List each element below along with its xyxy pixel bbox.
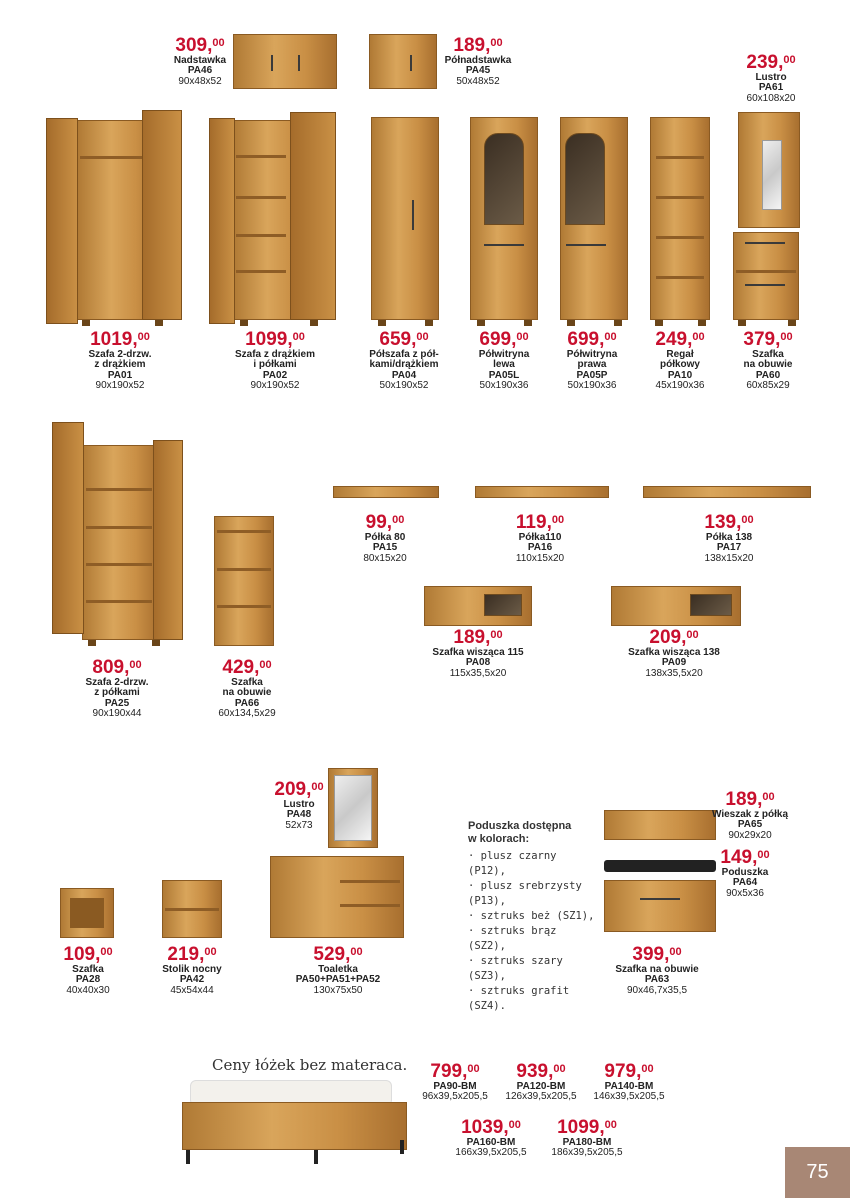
- product-code: PA61: [758, 82, 784, 94]
- product-dims: 90x190x52: [95, 380, 145, 392]
- leg-image: [186, 1150, 190, 1164]
- product-code: PA15: [372, 542, 398, 554]
- product-label-pa120bm: [498, 1062, 584, 1103]
- leg-image: [425, 320, 433, 326]
- product-name: Szafa 2-drzw.: [85, 676, 149, 688]
- product-code: PA160-BM: [466, 1136, 516, 1148]
- price: 699,00: [479, 329, 529, 350]
- product-code: PA16: [527, 542, 553, 554]
- product-dims: 90x48x52: [178, 75, 222, 87]
- color-option: · sztruks brąz (SZ2),: [468, 925, 557, 952]
- product-image-pa60: [733, 232, 799, 320]
- product-dims: 138x15x20: [704, 552, 754, 564]
- product-image-pa64: [604, 860, 716, 872]
- product-label-pa60: [726, 330, 810, 392]
- color-option: · sztruks szary (SZ3),: [468, 955, 563, 982]
- price: 699,00: [567, 329, 617, 350]
- price: 99,00: [365, 512, 405, 533]
- product-name: z półkami: [94, 687, 140, 699]
- shelf-image: [340, 904, 400, 907]
- product-code: PA10: [667, 369, 693, 381]
- product-label-pa10: [638, 330, 722, 392]
- shelf-image: [656, 236, 704, 239]
- product-dims: 50x190x36: [567, 380, 617, 392]
- product-dims: 80x15x20: [363, 552, 407, 564]
- product-dims: 50x190x36: [479, 380, 529, 392]
- product-image-pa66: [214, 516, 274, 646]
- handle-icon: [412, 200, 414, 230]
- product-label-pa05p: [550, 330, 634, 392]
- product-label-pa66: [202, 658, 292, 720]
- price: 249,00: [655, 329, 705, 350]
- leg-image: [155, 320, 163, 326]
- handle-icon: [271, 55, 273, 71]
- product-code: PA25: [104, 697, 130, 709]
- product-name: Półka110: [518, 531, 562, 543]
- product-code: PA60: [755, 369, 781, 381]
- product-label-pa28: [48, 945, 128, 996]
- product-image-pa16: [475, 486, 609, 498]
- handle-icon: [745, 284, 785, 286]
- product-dims: 60x134,5x29: [218, 708, 276, 720]
- price: 659,00: [379, 329, 429, 350]
- product-name: Nadstawka: [173, 54, 227, 66]
- leg-image: [82, 320, 90, 326]
- product-name: Półwitryna: [566, 348, 618, 360]
- product-dims: 90x5x36: [726, 887, 764, 899]
- product-dims: 138x35,5x20: [645, 667, 703, 679]
- product-dims: 60x108x20: [746, 92, 796, 104]
- product-name: Szafka wisząca 138: [628, 646, 720, 658]
- shelf-image: [80, 156, 142, 159]
- door-image: [142, 110, 182, 320]
- product-code: PA120-BM: [516, 1080, 566, 1092]
- leg-image: [614, 320, 622, 326]
- glass-image: [484, 133, 524, 225]
- shelf-image: [217, 530, 271, 533]
- product-label-pa45: [430, 36, 526, 87]
- product-code: PA04: [391, 369, 417, 381]
- product-name: prawa: [577, 359, 607, 371]
- price: 379,00: [743, 329, 793, 350]
- product-name: Wieszak z półką: [711, 808, 789, 820]
- product-label-pa17: [684, 513, 774, 564]
- handle-icon: [566, 244, 606, 246]
- cube-opening-image: [70, 898, 104, 928]
- note-title: Poduszka dostępna: [468, 820, 572, 832]
- leg-image: [698, 320, 706, 326]
- handle-icon: [640, 898, 680, 900]
- shelf-image: [217, 605, 271, 608]
- price: 209,00: [649, 627, 699, 648]
- shelf-image: [217, 568, 271, 571]
- product-name: Półwitryna: [478, 348, 530, 360]
- handle-icon: [298, 55, 300, 71]
- product-name: Szafka: [752, 348, 784, 360]
- price: 189,00: [453, 627, 503, 648]
- price: 979,00: [604, 1061, 654, 1082]
- product-code: PA66: [234, 697, 260, 709]
- leg-image: [152, 640, 160, 646]
- shelf-image: [165, 908, 219, 911]
- product-name: Poduszka: [721, 866, 769, 878]
- product-dims: 50x190x52: [379, 380, 429, 392]
- product-name: z drążkiem: [94, 359, 146, 371]
- product-name: Regał: [666, 348, 694, 360]
- price: 529,00: [313, 944, 363, 965]
- leg-image: [738, 320, 746, 326]
- product-code: PA64: [732, 877, 758, 889]
- product-label-pa05l: [462, 330, 546, 392]
- leg-image: [655, 320, 663, 326]
- product-label-pa140bm: [586, 1062, 672, 1103]
- product-image-pa15: [333, 486, 439, 498]
- product-label-pa16: [495, 513, 585, 564]
- product-dims: 130x75x50: [313, 984, 363, 996]
- product-code: PA17: [716, 542, 742, 554]
- product-name: Półnadstawka: [444, 54, 512, 66]
- product-name: i półkami: [253, 359, 297, 371]
- product-name: Stolik nocny: [162, 963, 222, 975]
- product-image-pa63: [604, 880, 716, 932]
- product-label-pa64: [710, 848, 780, 899]
- product-label-pa65: [700, 790, 800, 841]
- product-label-pa02: [220, 330, 330, 392]
- product-label-pa42: [150, 945, 234, 996]
- leg-image: [524, 320, 532, 326]
- leg-image: [240, 320, 248, 326]
- leg-image: [378, 320, 386, 326]
- price: 1019,00: [90, 329, 150, 350]
- shelf-image: [236, 234, 286, 237]
- product-label-pa09: [616, 628, 732, 679]
- handle-icon: [410, 55, 412, 71]
- product-code: PA65: [737, 819, 763, 831]
- product-name: na obuwie: [743, 359, 793, 371]
- shelf-image: [236, 196, 286, 199]
- product-code: PA140-BM: [604, 1080, 654, 1092]
- door-image: [46, 118, 78, 324]
- product-code: PA09: [661, 657, 687, 669]
- note-title: w kolorach:: [468, 833, 530, 845]
- product-code: PA63: [644, 974, 670, 986]
- price: 809,00: [92, 657, 142, 678]
- shelf-image: [656, 276, 704, 279]
- product-code: PA08: [465, 657, 491, 669]
- mirror-image: [334, 775, 372, 841]
- product-name: Szafa 2-drzw.: [88, 348, 152, 360]
- shelf-image: [340, 880, 400, 883]
- shelf-image: [86, 488, 152, 491]
- price: 239,00: [746, 52, 796, 73]
- product-image-pa17: [643, 486, 811, 498]
- product-code: PA28: [75, 974, 101, 986]
- product-dims: 90x190x52: [250, 380, 300, 392]
- product-dims: 52x73: [285, 819, 313, 831]
- product-image-pa25: [82, 445, 160, 640]
- price: 209,00: [274, 779, 324, 800]
- product-label-pa04: [358, 330, 450, 392]
- price: 399,00: [632, 944, 682, 965]
- glass-image: [565, 133, 605, 225]
- shelf-image: [656, 196, 704, 199]
- cushion-colors-note: [468, 820, 598, 1014]
- product-name: Szafka: [231, 676, 263, 688]
- product-code: PA01: [107, 369, 133, 381]
- door-image: [153, 440, 183, 640]
- shelf-image: [736, 270, 796, 273]
- shelf-image: [86, 563, 152, 566]
- price: 799,00: [430, 1061, 480, 1082]
- product-name: Szafka wisząca 115: [432, 646, 524, 658]
- product-code: PA48: [286, 809, 312, 821]
- product-image-pa45: [369, 34, 437, 89]
- product-image-pa10: [650, 117, 710, 320]
- product-label-pa46: [150, 36, 250, 87]
- product-name: Szafa z drążkiem: [234, 348, 316, 360]
- product-label-pa08: [420, 628, 536, 679]
- price: 1099,00: [245, 329, 305, 350]
- shelf-image: [236, 270, 286, 273]
- product-label-pa180bm: [544, 1118, 630, 1159]
- product-dims: 126x39,5x205,5: [505, 1091, 577, 1103]
- product-label-pa90bm: [412, 1062, 498, 1103]
- product-dims: 90x190x44: [92, 708, 142, 720]
- product-code: PA05P: [576, 369, 608, 381]
- product-label-pa160bm: [448, 1118, 534, 1159]
- product-name: Półka 138: [705, 531, 753, 543]
- product-name: Toaletka: [318, 963, 358, 975]
- price: 189,00: [453, 35, 503, 56]
- leg-image: [477, 320, 485, 326]
- product-label-pa50: [280, 945, 396, 996]
- product-code: PA50+PA51+PA52: [295, 974, 381, 986]
- page-number: 75: [785, 1147, 850, 1198]
- product-label-pa01: [70, 330, 170, 392]
- product-name: na obuwie: [222, 687, 272, 699]
- price: 149,00: [720, 847, 770, 868]
- product-image-pa04: [371, 117, 439, 320]
- product-code: PA90-BM: [433, 1080, 477, 1092]
- door-image: [290, 112, 336, 320]
- product-label-pa15: [340, 513, 430, 564]
- product-name: kami/drążkiem: [369, 359, 439, 371]
- handle-icon: [484, 244, 524, 246]
- product-label-pa63: [604, 945, 710, 996]
- price: 1039,00: [461, 1117, 521, 1138]
- glass-image: [484, 594, 522, 616]
- product-dims: 166x39,5x205,5: [455, 1147, 527, 1159]
- price: 189,00: [725, 789, 775, 810]
- product-name: Szafka: [72, 963, 104, 975]
- product-code: PA45: [465, 65, 491, 77]
- product-name: Lustro: [283, 798, 315, 810]
- price: 109,00: [63, 944, 113, 965]
- product-dims: 50x48x52: [456, 75, 500, 87]
- leg-image: [567, 320, 575, 326]
- price: 1099,00: [557, 1117, 617, 1138]
- color-option: · sztruks grafit (SZ4).: [468, 985, 570, 1012]
- product-dims: 115x35,5x20: [449, 667, 507, 679]
- product-code: PA02: [262, 369, 288, 381]
- product-dims: 90x29x20: [728, 829, 772, 841]
- door-image: [52, 422, 84, 634]
- shelf-image: [656, 156, 704, 159]
- price: 309,00: [175, 35, 225, 56]
- shelf-image: [86, 600, 152, 603]
- product-dims: 45x54x44: [170, 984, 214, 996]
- handle-icon: [745, 242, 785, 244]
- product-dims: 96x39,5x205,5: [422, 1091, 488, 1103]
- product-code: PA42: [179, 974, 205, 986]
- product-dims: 186x39,5x205,5: [551, 1147, 623, 1159]
- product-name: półkowy: [659, 359, 700, 371]
- price: 429,00: [222, 657, 272, 678]
- mirror-image: [762, 140, 782, 210]
- price: 119,00: [515, 512, 565, 533]
- leg-image: [314, 1150, 318, 1164]
- product-dims: 40x40x30: [66, 984, 110, 996]
- bed-price-note: Ceny łóżek bez materaca.: [212, 1056, 408, 1074]
- product-name: Szafka na obuwie: [615, 963, 699, 975]
- product-name: Półszafa z pół-: [369, 348, 439, 360]
- price: 939,00: [516, 1061, 566, 1082]
- color-option: · sztruks beż (SZ1),: [468, 910, 595, 922]
- product-label-pa25: [72, 658, 162, 720]
- product-dims: 60x85x29: [746, 380, 790, 392]
- leg-image: [310, 320, 318, 326]
- product-dims: 90x46,7x35,5: [626, 984, 688, 996]
- leg-image: [88, 640, 96, 646]
- bed-frame-image: [182, 1102, 407, 1150]
- product-name: Półka 80: [364, 531, 406, 543]
- product-code: PA180-BM: [562, 1136, 612, 1148]
- product-label-pa48: [262, 780, 336, 831]
- leg-image: [788, 320, 796, 326]
- product-code: PA05L: [488, 369, 520, 381]
- price: 219,00: [167, 944, 217, 965]
- color-option: · plusz srebrzysty (P13),: [468, 880, 582, 907]
- door-image: [209, 118, 235, 324]
- shelf-image: [86, 526, 152, 529]
- product-name: lewa: [493, 359, 515, 371]
- product-name: Lustro: [755, 71, 787, 83]
- product-image-pa50: [270, 856, 404, 938]
- shelf-image: [236, 155, 286, 158]
- product-dims: 45x190x36: [655, 380, 705, 392]
- product-label-pa61: [726, 53, 816, 104]
- product-dims: 146x39,5x205,5: [593, 1091, 665, 1103]
- glass-image: [690, 594, 732, 616]
- leg-image: [400, 1140, 404, 1154]
- price: 139,00: [704, 512, 754, 533]
- product-dims: 110x15x20: [515, 552, 565, 564]
- product-code: PA46: [187, 65, 213, 77]
- color-option: · plusz czarny (P12),: [468, 850, 557, 877]
